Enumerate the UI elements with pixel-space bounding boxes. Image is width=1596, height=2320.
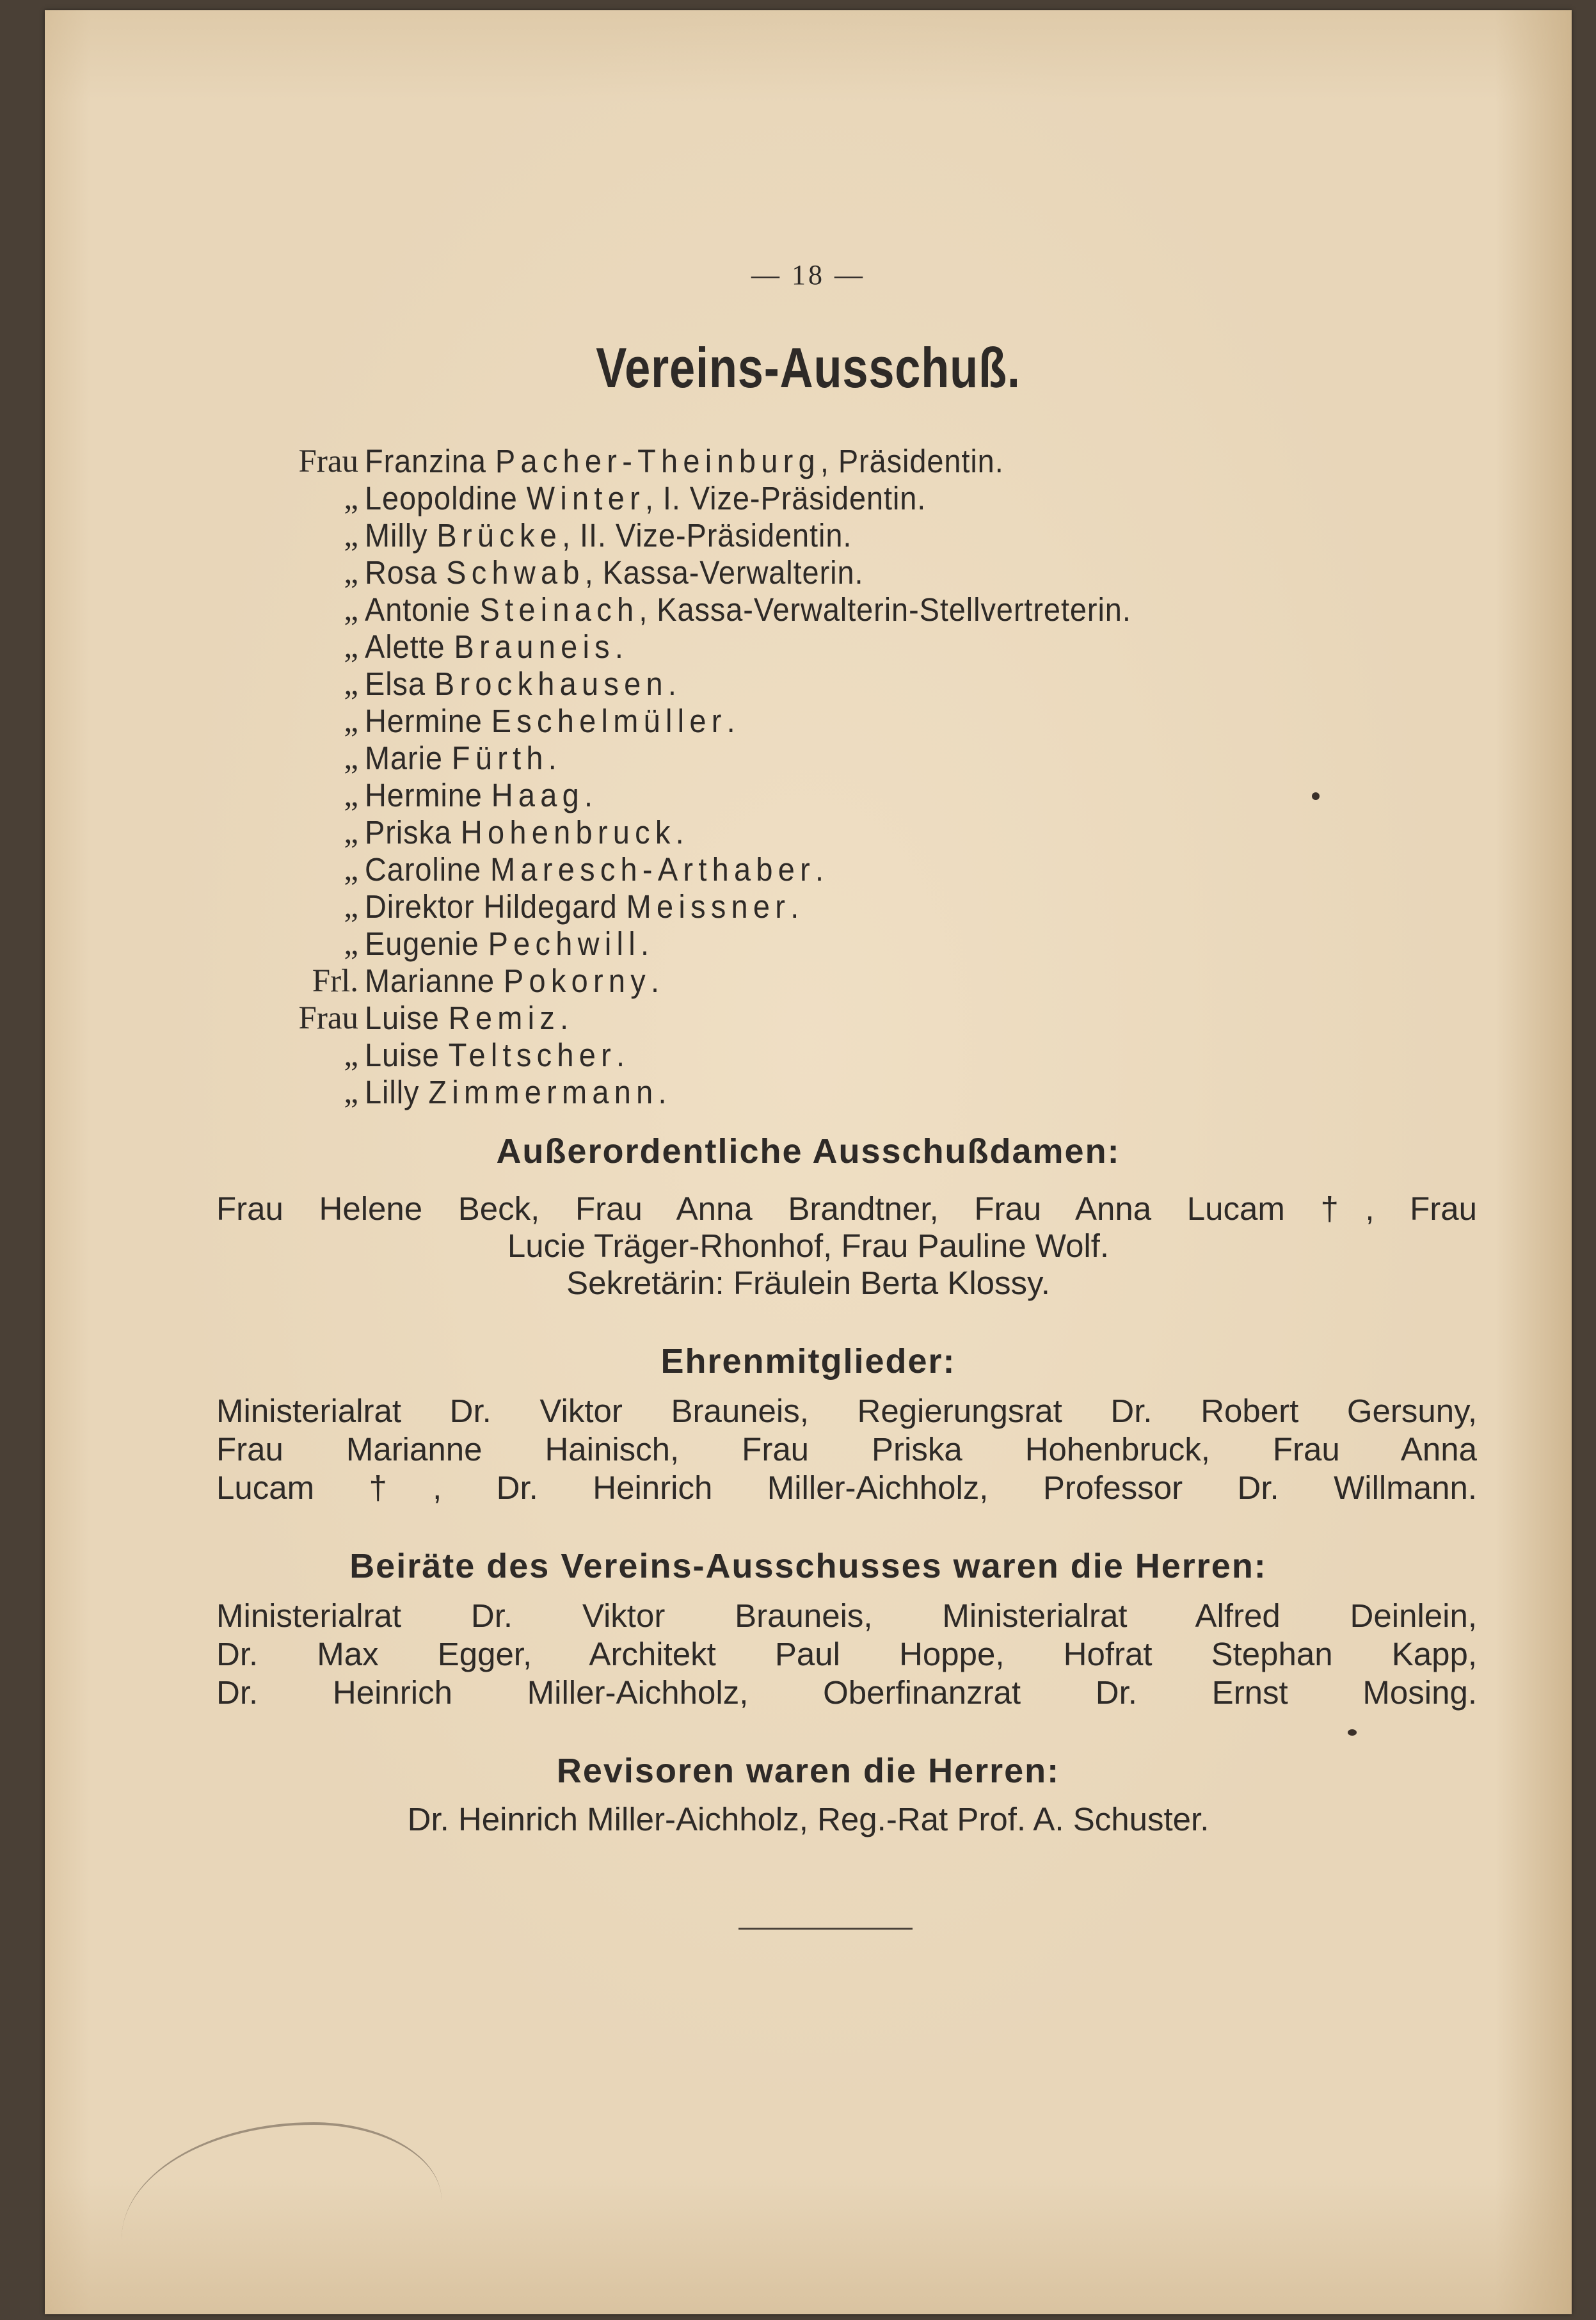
title-prefix: „: [344, 1037, 358, 1073]
member-role: , II. Vize-Präsidentin.: [562, 517, 852, 554]
extra-members-line: Frau Helene Beck, Frau Anna Brandtner, Frau Anna Lucam †, Frau: [216, 1190, 1477, 1227]
member-role: .: [560, 1000, 570, 1036]
closing-rule: [738, 1928, 913, 1930]
member-name: [365, 443, 1004, 480]
surname: Brücke: [436, 517, 563, 554]
member-role: .: [790, 888, 800, 925]
surname: Pechwill: [488, 925, 641, 962]
member-name: [365, 1074, 667, 1111]
member-role: .: [640, 925, 650, 962]
member-name: [365, 666, 677, 703]
first-name: Elsa: [365, 666, 426, 702]
first-name: Caroline: [365, 851, 482, 888]
member-name: [365, 1037, 625, 1074]
honorary-line: Ministerialrat Dr. Viktor Brauneis, Regierungsrat Dr. Robert Gersuny,: [216, 1393, 1477, 1429]
title-prefix: „: [344, 926, 358, 962]
surname: Remiz: [448, 1000, 561, 1036]
title-prefix: „: [344, 740, 358, 776]
title-prefix: Frl.: [312, 963, 358, 999]
member-role: .: [658, 1074, 667, 1110]
member-name: [365, 591, 1131, 628]
member-role: .: [614, 628, 624, 665]
advisors-heading: Beiräte des Vereins-Ausschusses waren die Herren:: [349, 1547, 1267, 1585]
member-role: , Kassa-Verwalterin.: [584, 554, 864, 591]
surname: Schwab: [446, 554, 585, 591]
member-role: .: [667, 666, 677, 702]
ink-speck: [1312, 792, 1320, 800]
member-role: , Kassa-Verwalterin-Stellvertreterin.: [639, 591, 1131, 628]
surname: Pacher-Theinburg: [495, 443, 820, 479]
surname: Zimmermann: [428, 1074, 658, 1110]
member-role: .: [726, 703, 736, 739]
honorary-line: Lucam †, Dr. Heinrich Miller-Aichholz, Professor Dr. Willmann.: [216, 1469, 1477, 1506]
first-name: Luise: [365, 1000, 440, 1036]
member-name: [365, 740, 557, 777]
first-name: Luise: [365, 1037, 440, 1073]
member-name: [365, 925, 650, 963]
first-name: Hermine: [365, 703, 483, 739]
first-name: Alette: [365, 628, 445, 665]
title-prefix: „: [344, 815, 358, 851]
first-name: Marianne: [365, 963, 495, 999]
first-name: Hermine: [365, 777, 483, 813]
surname: Teltscher: [448, 1037, 616, 1073]
member-name: [365, 480, 926, 517]
surname: Maresch-Arthaber: [490, 851, 816, 888]
member-name: [365, 1000, 569, 1037]
member-role: .: [548, 740, 557, 776]
title-prefix: „: [344, 703, 358, 739]
member-name: [365, 703, 736, 740]
ink-speck: [1348, 1729, 1357, 1736]
title-prefix: „: [344, 555, 358, 591]
surname: Hohenbruck: [460, 814, 676, 851]
title-prefix: Frau: [298, 1000, 358, 1036]
member-name: [365, 517, 852, 554]
title-prefix: „: [344, 666, 358, 702]
first-name: Eugenie: [365, 925, 479, 962]
title-prefix: „: [344, 481, 358, 516]
page-number: — 18 —: [751, 259, 865, 291]
advisors-line: Dr. Heinrich Miller-Aichholz, Oberfinanzrat Dr. Ernst Mosing.: [216, 1674, 1477, 1711]
member-role: .: [651, 963, 660, 999]
auditors-line: Dr. Heinrich Miller-Aichholz, Reg.-Rat Prof. A. Schuster.: [407, 1801, 1209, 1837]
title-prefix: „: [344, 852, 358, 888]
advisors-line: Ministerialrat Dr. Viktor Brauneis, Ministerialrat Alfred Deinlein,: [216, 1597, 1477, 1634]
surname: Winter: [526, 480, 646, 516]
member-name: [365, 851, 824, 888]
member-role: .: [675, 814, 685, 851]
extra-members-line: Lucie Träger-Rhonhof, Frau Pauline Wolf.: [507, 1228, 1110, 1264]
title-prefix: „: [344, 629, 358, 665]
title-prefix: „: [344, 592, 358, 628]
member-name: [365, 814, 685, 851]
first-name: Rosa: [365, 554, 438, 591]
member-name: [365, 888, 799, 925]
surname: Haag: [491, 777, 585, 813]
paper-tear: [122, 2122, 442, 2317]
member-role: , Präsidentin.: [820, 443, 1004, 479]
title-prefix: „: [344, 889, 358, 925]
title-prefix: „: [344, 1075, 358, 1110]
member-role: , I. Vize-Präsidentin.: [645, 480, 927, 516]
member-name: [365, 777, 593, 814]
member-role: .: [815, 851, 825, 888]
auditors-heading: Revisoren waren die Herren:: [556, 1752, 1060, 1790]
secretary-line: Sekretärin: Fräulein Berta Klossy.: [566, 1265, 1050, 1301]
surname: Meissner: [626, 888, 791, 925]
advisors-line: Dr. Max Egger, Architekt Paul Hoppe, Hofrat Stephan Kapp,: [216, 1636, 1477, 1672]
page-title: Vereins-Ausschuß.: [596, 336, 1021, 399]
first-name: Direktor Hildegard: [365, 888, 618, 925]
title-prefix: „: [344, 518, 358, 554]
member-role: .: [584, 777, 593, 813]
first-name: Franzina: [365, 443, 486, 479]
first-name: Priska: [365, 814, 452, 851]
honorary-line: Frau Marianne Hainisch, Frau Priska Hohenbruck, Frau Anna: [216, 1431, 1477, 1468]
member-role: .: [616, 1037, 625, 1073]
first-name: Lilly: [365, 1074, 420, 1110]
surname: Steinach: [479, 591, 639, 628]
member-name: [365, 628, 624, 666]
first-name: Milly: [365, 517, 428, 554]
first-name: Leopoldine: [365, 480, 518, 516]
title-prefix: „: [344, 778, 358, 813]
honorary-heading: Ehrenmitglieder:: [660, 1342, 956, 1380]
member-name: [365, 554, 863, 591]
document-page: [45, 10, 1572, 2314]
surname: Fürth: [451, 740, 548, 776]
title-prefix: Frau: [298, 444, 358, 479]
surname: Brauneis: [454, 628, 615, 665]
surname: Eschelmüller: [491, 703, 727, 739]
surname: Pokorny: [503, 963, 651, 999]
first-name: Marie: [365, 740, 443, 776]
extra-members-heading: Außerordentliche Ausschußdamen:: [496, 1132, 1121, 1171]
member-name: [365, 963, 660, 1000]
first-name: Antonie: [365, 591, 471, 628]
surname: Brockhausen: [434, 666, 668, 702]
